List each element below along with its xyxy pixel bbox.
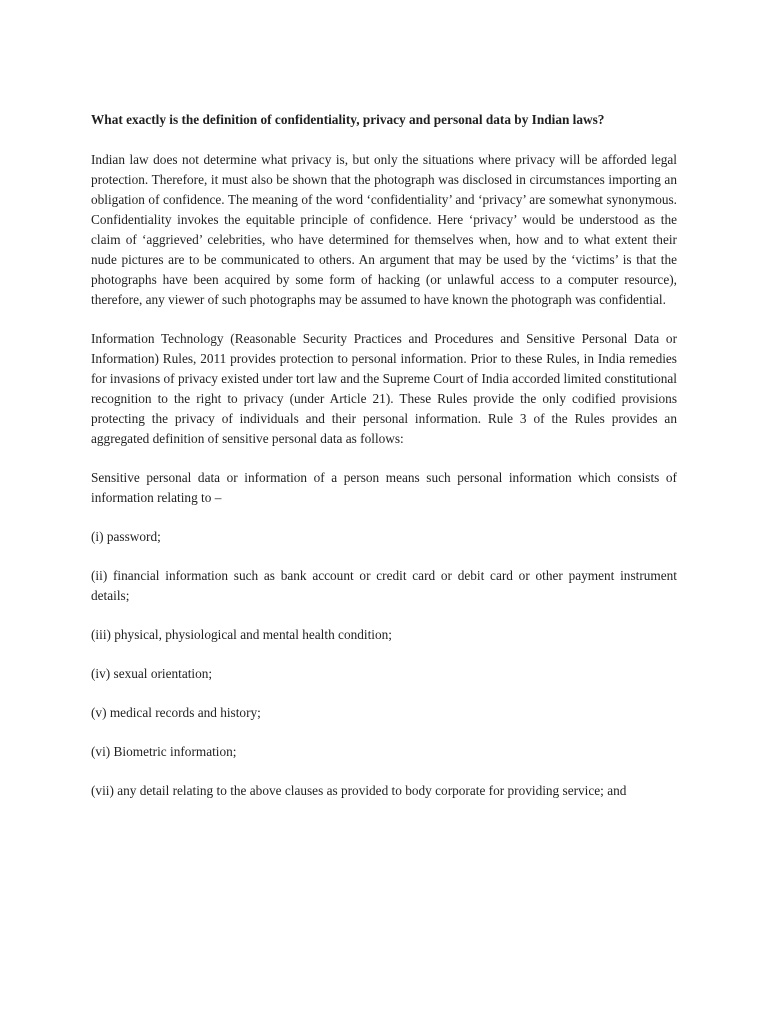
paragraph-sensitive-data-intro: Sensitive personal data or information of a person means such personal information which consists of information relating to – [91,470,677,505]
list-item-related-details: (vii) any detail relating to the above clauses as provided to body corporate for providing service; and [91,783,627,798]
paragraph-it-rules: Information Technology (Reasonable Security Practices and Procedures and Sensitive Personal Data or Information) Rules, 2011 provides protection to personal information. Prior to these Rules, in India remedies for invasions of privacy existed under tort law and the Supreme Court of India accorded limited constitutional recognition to the right to privacy (under Article 21). These Rules provide the only codified provisions protecting the privacy of individuals and their personal information. Rule 3 of the Rules provides an aggregated definition of sensitive personal data as follows: [91,331,677,446]
list-item-sexual-orientation: (iv) sexual orientation; [91,666,213,681]
paragraph-privacy-definition: Indian law does not determine what privacy is, but only the situations where privacy will be afforded legal protection. Therefore, it must also be shown that the photograph was disclosed in circumstances importing an obligation of confidence. The meaning of the word ‘confidentiality’ and ‘privacy’ are somewhat synonymous. Confidentiality invokes the equitable principle of confidence. Here ‘privacy’ would be understood as the claim of ‘aggrieved’ celebrities, who have determined for themselves when, how and to what extent their nude pictures are to be communicated to others. An argument that may be used by the ‘victims’ is that the photographs have been acquired by some form of hacking (or unlawful access to a computer resource), therefore, any viewer of such photographs may be assumed to have known the photograph was confidential. [91,152,677,307]
list-item-password: (i) password; [91,529,161,544]
list-item-medical-records: (v) medical records and history; [91,705,261,720]
list-item-financial-information: (ii) financial information such as bank account or credit card or debit card or other payment instrument details; [91,568,677,603]
list-item-biometric-information: (vi) Biometric information; [91,744,237,759]
document-body [91,110,677,820]
list-item-health-condition: (iii) physical, physiological and mental health condition; [91,627,392,642]
document-heading: What exactly is the definition of confidentiality, privacy and personal data by Indian laws? [91,112,605,127]
